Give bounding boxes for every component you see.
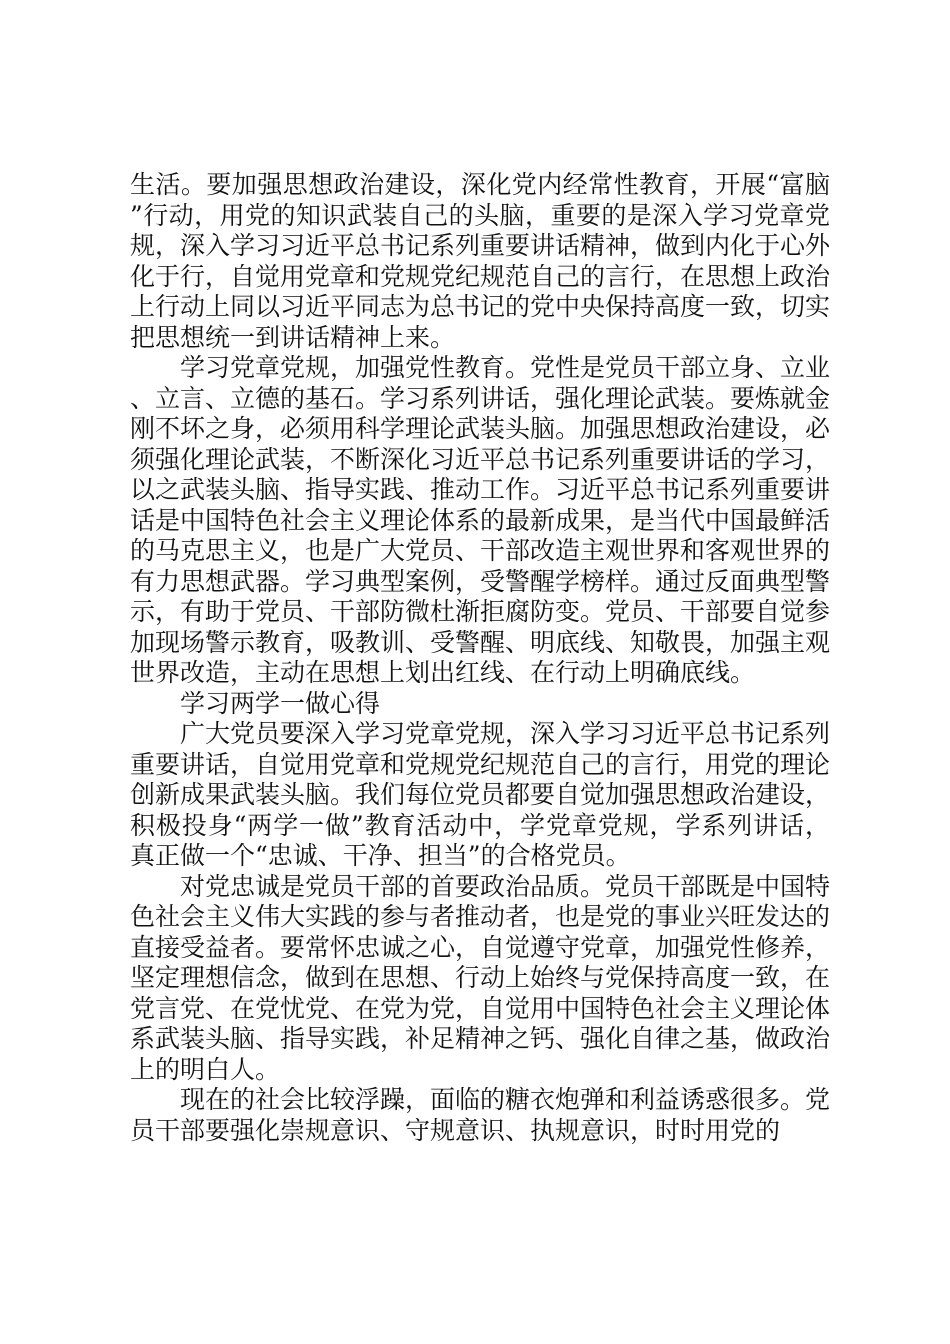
- paragraph-study: 广大党员要深入学习党章党规，深入学习习近平总书记系列重要讲话，自觉用党章和党规党纪规范自己的言行，用党的理论创新成果武装头脑。我们每位党员都要自觉加强思想政治建设，积极投身“两学一做”教育活动中，学党章党规，学系列讲话，真正做一个“忠诚、干净、担当”的合格党员。: [130, 719, 831, 870]
- paragraph-party-rules: 学习党章党规，加强党性教育。党性是党员干部立身、立业、立言、立德的基石。学习系列讲话，强化理论武装。要炼就金刚不坏之身，必须用科学理论武装头脑。加强思想政治建设，必须强化理论武装，不断深化习近平总书记系列重要讲话的学习，以之武装头脑、指导实践、推动工作。习近平总书记系列重要讲话是中国特色社会主义理论体系的最新成果，是当代中国最鲜活的马克思主义，也是广大党员、干部改造主观世界和客观世界的有力思想武器。学习典型案例，受警醒学榜样。通过反面典型警示，有助于党员、干部防微杜渐拒腐防变。党员、干部要自觉参加现场警示教育，吸教训、受警醒、明底线、知敬畏，加强主观世界改造，主动在思想上划出红线、在行动上明确底线。: [130, 353, 831, 687]
- paragraph-loyalty: 对党忠诚是党员干部的首要政治品质。党员干部既是中国特色社会主义伟大实践的参与者推动者，也是党的事业兴旺发达的直接受益者。要常怀忠诚之心，自觉遵守党章，加强党性修养，坚定理想信念，做到在思想、行动上始终与党保持高度一致，在党言党、在党忧党、在党为党，自觉用中国特色社会主义理论体系武装头脑、指导实践，补足精神之钙、强化自律之基，做政治上的明白人。: [130, 871, 831, 1084]
- document-page: [130, 170, 830, 1146]
- paragraph-continued: 生活。要加强思想政治建设，深化党内经常性教育，开展“富脑”行动，用党的知识武装自己的头脑，重要的是深入学习党章党规，深入学习习近平总书记系列重要讲话精神，做到内化于心外化于行，自觉用党章和党规党纪规范自己的言行，在思想上政治上行动上同以习近平同志为总书记的党中央保持高度一致，切实把思想统一到讲话精神上来。: [130, 170, 831, 352]
- paragraph-discipline: 现在的社会比较浮躁，面临的糖衣炮弹和利益诱惑很多。党员干部要强化崇规意识、守规意识、执规意识，时时用党的: [130, 1085, 831, 1145]
- section-heading: 学习两学一做心得: [180, 688, 381, 718]
